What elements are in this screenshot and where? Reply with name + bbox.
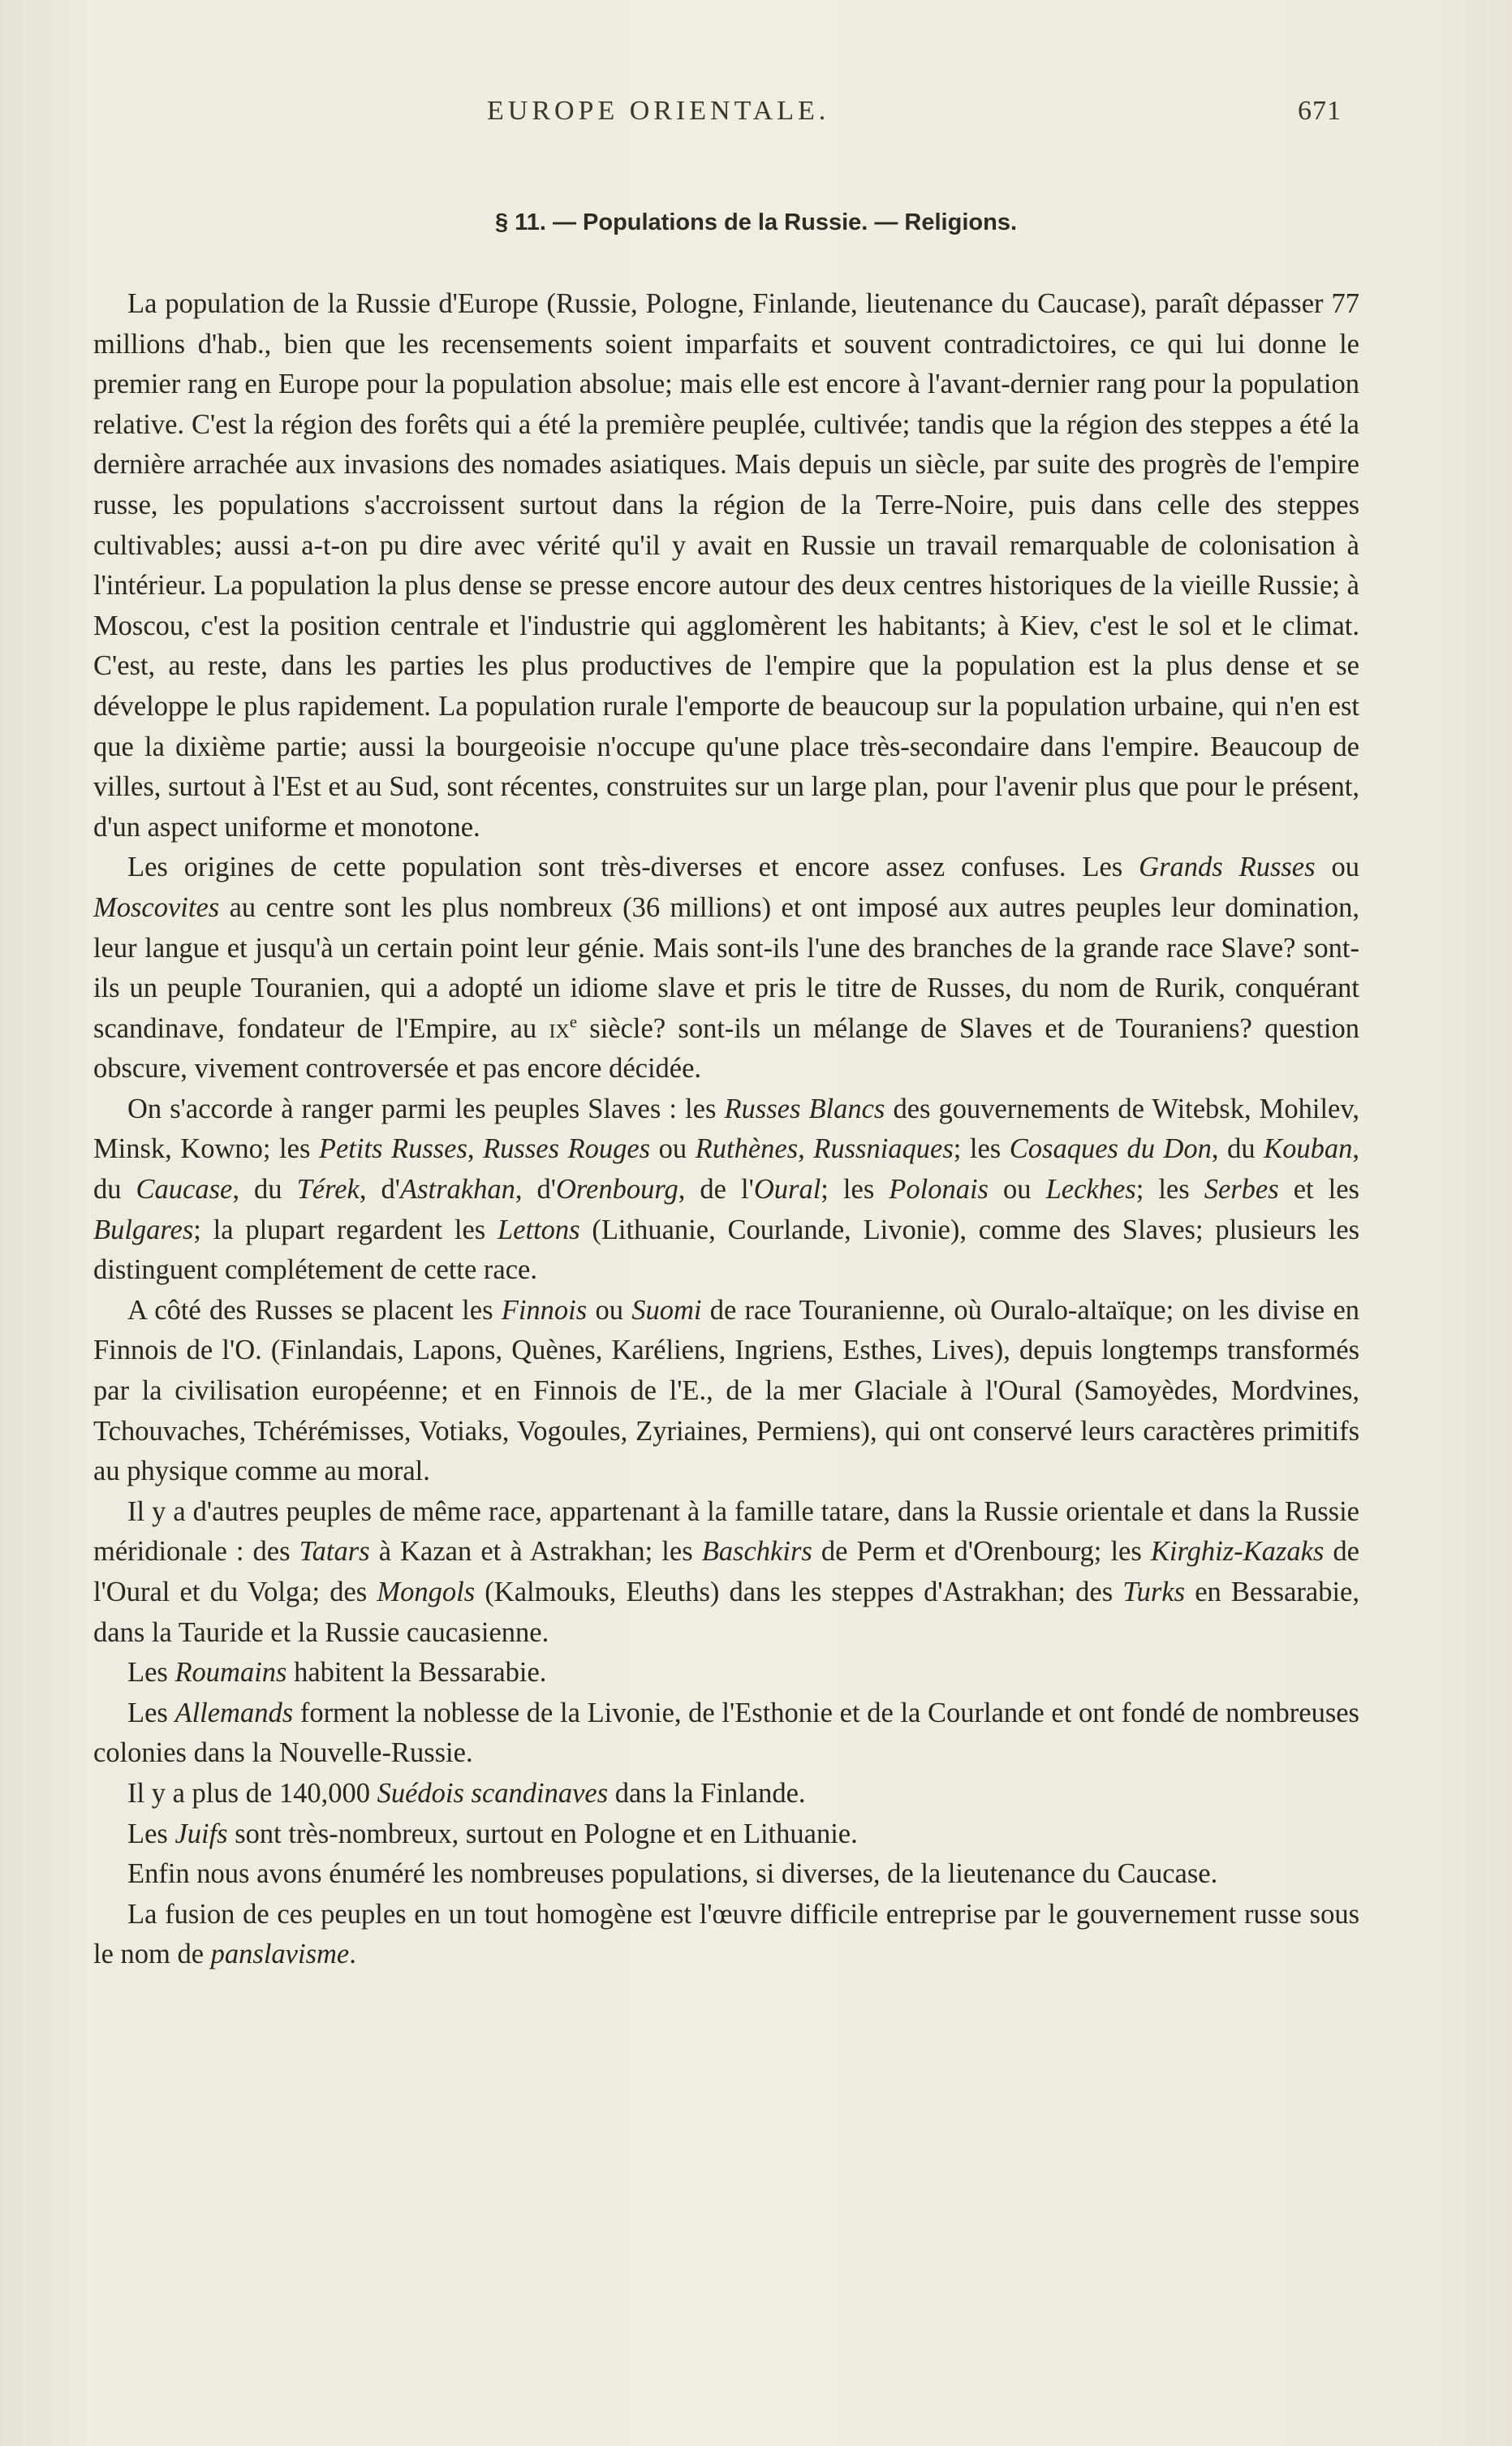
- term-italic: Oural: [753, 1174, 821, 1206]
- term-italic: Turks: [1122, 1577, 1186, 1607]
- paragraph-population: [93, 284, 1359, 848]
- text-span: , d': [515, 1174, 556, 1206]
- text-span: On s'accorde à ranger parmi les peuples Slaves : les: [127, 1093, 725, 1124]
- text-span: de race Touranienne, où Ouralo-altaïque; on les divise en Finnois de l'O. (Finlandais, Lapons, Quènes, Karéliens, Ingriens, Esthes, Lives), depuis longtemps transformés par la civilisation européenne; et en Finnois de l'E., de la mer Glaciale à l'Oural (Samoyèdes, Mordvines, Tchouvaches, Tchérémisses, Votiaks, Vogoules, Zyriaines, Permiens), qui ont conservé leurs caractères primitifs au physique comme au moral.: [93, 1294, 1360, 1487]
- text-span: et les: [1278, 1174, 1359, 1206]
- term-italic: Térek: [296, 1174, 360, 1206]
- term-italic: Kouban: [1264, 1133, 1353, 1165]
- text-span: La population de la Russie d'Europe (Russie, Pologne, Finlande, lieutenance du Caucase), paraît dépasser 77 millions d'hab., bien que les recensements soient imparfaits et souvent contradictoires, ce qui lui donne le premier rang en Europe pour la population absolue; mais elle est encore à l'avant-dernier rang pour la population relative. C'est la région des forêts qui a été la première peuplée, cultivée; tandis que la région des steppes a été la dernière arrachée aux invasions des nomades asiatiques. Mais depuis un siècle, par suite des progrès de l'empire russe, les populations s'accroissent surtout dans la région de la Terre-Noire, puis dans celle des steppes cultivables; aussi a-t-on pu dire avec vérité qu'il y avait en Russie un travail remarquable de colonisation à l'intérieur. La population la plus dense se presse encore autour des deux centres historiques de la vieille Russie; à Moscou, c'est la position centrale et l'industrie qui agglomèrent les habitants; à Kiev, c'est le sol et le climat. C'est, au reste, dans les parties les plus productives de l'empire que la population est la plus dense et se développe le plus rapidement. La population rurale l'emporte de beaucoup sur la population urbaine, qui n'en est que la dixième partie; aussi la bourgeoisie n'occupe qu'une place très-secondaire dans l'empire. Beaucoup de villes, surtout à l'Est et au Sud, sont récentes, construites sur un large plan, pour l'avenir plus que pour le présent, d'un aspect uniforme et monotone.: [93, 288, 1359, 843]
- text-span: des gouvernements de Witebsk, Mohilev, Minsk, Kowno; les: [93, 1093, 1359, 1165]
- term-italic: Mongols: [377, 1577, 476, 1607]
- text-span: en Bessarabie, dans la Tauride et la Russie caucasienne.: [93, 1577, 1359, 1648]
- text-span: au centre sont les plus nombreux (36 millions) et ont imposé aux autres peuples leur domination, leur langue et jusqu'à un certain point leur génie. Mais sont-ils l'une des branches de la grande race Slave? sont-ils un peuple Touranien, qui a adopté un idiome slave et pris le titre de Russes, du nom de Rurik, conquérant scandinave, fondateur de l'Empire, au: [93, 891, 1359, 1044]
- term-italic: Leckhes: [1045, 1174, 1136, 1206]
- text-span: Les: [127, 1818, 175, 1849]
- text-span: A côté des Russes se placent les: [127, 1294, 502, 1326]
- paragraph-allemands: [93, 1693, 1359, 1774]
- text-span: ,: [467, 1133, 484, 1165]
- paragraph-panslavisme: [93, 1895, 1359, 1975]
- text-span: .: [349, 1939, 356, 1970]
- text-span: (Kalmouks, Eleuths) dans les steppes d'Astrakhan; des: [475, 1577, 1123, 1607]
- text-span: de Perm et d'Orenbourg; les: [812, 1536, 1151, 1568]
- page-number: 671: [1298, 96, 1342, 126]
- text-span: ou: [1315, 852, 1360, 883]
- text-span: ; les: [953, 1133, 1010, 1165]
- running-head: [487, 96, 1342, 127]
- paragraph-origines: [93, 848, 1359, 1089]
- term-italic: Polonais: [889, 1174, 989, 1206]
- century-numeral: ix: [549, 1012, 570, 1044]
- term-italic: Caucase: [136, 1174, 233, 1206]
- term-italic: Baschkirs: [701, 1536, 812, 1568]
- text-span: siècle? sont-ils un mélange de Slaves et de Touraniens? question obscure, vivement controversée et pas encore décidée.: [93, 1012, 1359, 1085]
- paragraph-finnois: [93, 1291, 1359, 1492]
- term-italic: Kirghiz-Kazaks: [1150, 1536, 1325, 1568]
- term-italic: Russes Blancs: [724, 1093, 885, 1124]
- text-span: ou: [587, 1294, 632, 1326]
- term-italic: Tatars: [299, 1536, 370, 1568]
- term-italic: Roumains: [174, 1657, 287, 1689]
- term-italic: Grands Russes: [1139, 852, 1316, 883]
- term-italic: Suomi: [631, 1294, 702, 1326]
- text-span: Les: [127, 1697, 175, 1728]
- text-span: dans la Finlande.: [608, 1777, 806, 1809]
- term-italic: Russes Rouges: [483, 1133, 651, 1165]
- text-span: , du: [1211, 1133, 1264, 1165]
- body-text: [93, 284, 1359, 1975]
- text-span: ; les: [821, 1174, 890, 1206]
- paragraph-slaves: [93, 1089, 1359, 1291]
- text-span: Il y a d'autres peuples de même race, appartenant à la famille tatare, dans la Russie orientale et dans la Russie méridionale : des: [93, 1495, 1359, 1568]
- paragraph-juifs: [93, 1814, 1359, 1855]
- paragraph-suedois: [93, 1774, 1359, 1814]
- text-span: La fusion de ces peuples en un tout homogène est l'œuvre difficile entreprise par le gouvernement russe sous le nom de: [93, 1898, 1359, 1970]
- paragraph-roumains: [93, 1653, 1359, 1693]
- term-italic: Suédois scandinaves: [377, 1777, 609, 1809]
- term-italic: Serbes: [1204, 1174, 1279, 1206]
- term-italic: Petits Russes: [318, 1133, 467, 1165]
- section-heading: § 11. — Populations de la Russie. — Religions.: [495, 209, 1017, 235]
- term-italic: Cosaques du Don: [1009, 1133, 1212, 1165]
- term-italic: Moscovites: [93, 891, 220, 923]
- text-span: Les origines de cette population sont très-diverses et encore assez confuses. Les: [127, 852, 1139, 883]
- text-span: forment la noblesse de la Livonie, de l'Esthonie et de la Courlande et ont fondé de nombreuses colonies dans la Nouvelle-Russie.: [93, 1697, 1359, 1769]
- text-span: ou: [988, 1174, 1046, 1206]
- text-span: Il y a plus de 140,000: [127, 1777, 377, 1809]
- text-span: sont très-nombreux, surtout en Pologne et en Lithuanie.: [227, 1818, 858, 1849]
- term-italic: Ruthènes, Russniaques: [695, 1133, 954, 1165]
- text-span: , du: [232, 1174, 297, 1206]
- text-span: , du: [93, 1133, 1359, 1206]
- term-italic: Astrakhan: [400, 1174, 515, 1206]
- text-span: Enfin nous avons énuméré les nombreuses populations, si diverses, de la lieutenance du Caucase.: [127, 1858, 1218, 1890]
- text-span: ou: [650, 1133, 696, 1165]
- text-span: de l'Oural et du Volga; des: [93, 1536, 1359, 1607]
- text-span: Les: [127, 1657, 175, 1689]
- running-title: EUROPE ORIENTALE.: [487, 96, 830, 126]
- paragraph-caucase: [93, 1854, 1359, 1895]
- century-superscript: e: [569, 1013, 578, 1032]
- term-italic: Bulgares: [93, 1214, 194, 1245]
- text-span: à Kazan et à Astrakhan; les: [369, 1536, 702, 1568]
- term-italic: Juifs: [174, 1818, 228, 1849]
- text-span: ; les: [1135, 1174, 1204, 1206]
- text-span: , de l': [678, 1174, 754, 1206]
- term-italic: Lettons: [497, 1214, 580, 1245]
- text-span: habitent la Bessarabie.: [286, 1657, 547, 1689]
- term-italic: Allemands: [174, 1697, 294, 1728]
- term-italic: Finnois: [501, 1294, 588, 1326]
- term-italic: panslavisme: [210, 1939, 350, 1970]
- text-span: (Lithuanie, Courlande, Livonie), comme des Slaves; plusieurs les distinguent complétement de cette race.: [93, 1214, 1360, 1286]
- text-span: ; la plupart regardent les: [193, 1214, 498, 1245]
- term-italic: Orenbourg: [555, 1174, 678, 1206]
- paragraph-tatars: [93, 1492, 1359, 1653]
- text-span: , d': [359, 1174, 401, 1206]
